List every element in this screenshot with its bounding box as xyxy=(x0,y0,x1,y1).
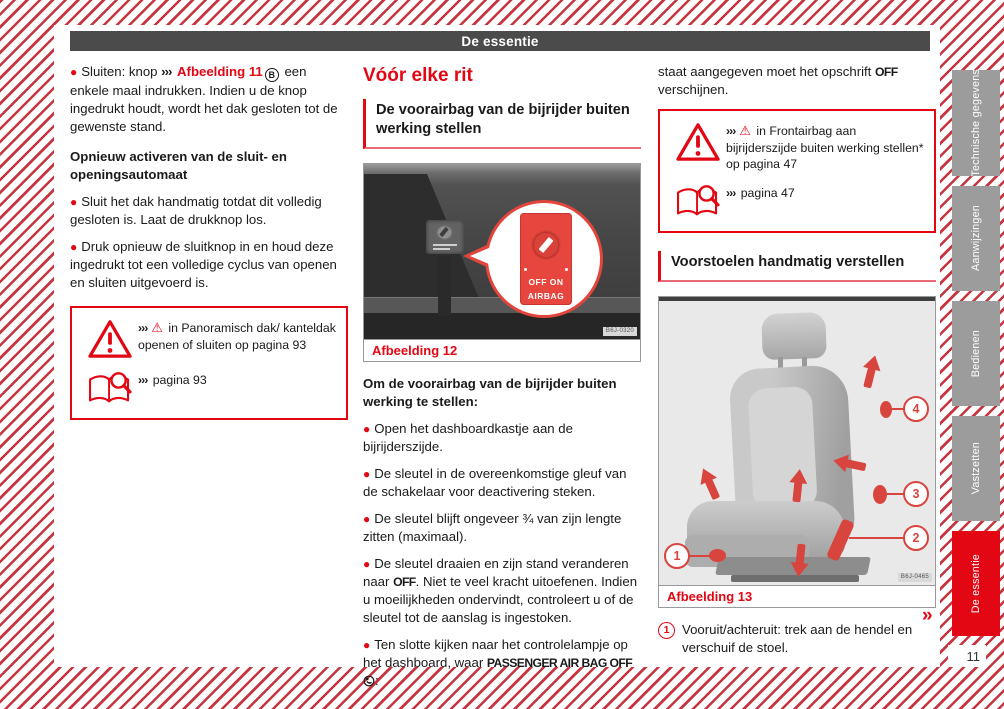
body-text: Ten slotte kijken naar het controlelampje op het dashboard, waar xyxy=(363,637,628,670)
paragraph xyxy=(70,63,348,136)
reference-chevrons: ››› xyxy=(138,321,148,335)
off-label: OFF xyxy=(393,575,416,589)
warning-triangle-icon xyxy=(82,318,138,360)
body-text: De sleutel in de overeenkomstige gleuf van de schakelaar voor deactivering steken. xyxy=(363,466,627,499)
callout-1: 1 xyxy=(664,543,690,569)
warning-box xyxy=(658,109,936,233)
page-reference-link[interactable]: pagina 93 xyxy=(149,373,207,387)
seat-headrest xyxy=(761,311,827,359)
figure-code-label: B6J-0465 xyxy=(898,573,932,582)
book-magnifier-icon xyxy=(82,370,138,408)
bullet-dot: ● xyxy=(363,557,371,571)
paragraph xyxy=(70,193,348,229)
reference-chevrons: ››› xyxy=(161,64,172,79)
body-text: Vooruit/achteruit: trek aan de hendel en verschuif de stoel. xyxy=(682,621,913,655)
continuation-marker: » xyxy=(922,605,933,626)
figure-caption: Afbeelding 13 xyxy=(659,585,935,607)
paragraph xyxy=(363,420,641,456)
photo-edge-shape xyxy=(659,297,935,301)
bullet-dot: ● xyxy=(70,65,78,79)
page-reference-link[interactable]: pagina 47 xyxy=(737,185,795,200)
body-text: : xyxy=(375,673,379,688)
subsection-heading: Om de voorairbag van de bijrijder buiten werking te stellen: xyxy=(363,376,617,409)
adjust-arrow xyxy=(789,542,810,578)
airbag-key-switch xyxy=(426,220,464,254)
body-text: De sleutel blijft ongeveer ¾ van zijn lengte zitten (maximaal). xyxy=(363,511,622,544)
paragraph xyxy=(363,636,641,690)
body-text: Sluiten: knop xyxy=(81,64,162,79)
dashboard-lower-shape xyxy=(364,313,640,339)
cross-reference-link[interactable]: in Panoramisch dak/ kanteldak openen of sluiten op pagina 93 xyxy=(138,321,336,352)
bullet-dot: ● xyxy=(363,512,371,526)
bullet-dot: ● xyxy=(363,467,371,481)
warning-box xyxy=(70,306,348,420)
paragraph xyxy=(363,555,641,627)
paragraph xyxy=(363,510,641,546)
tab-label: Bedienen xyxy=(970,329,982,378)
page-header xyxy=(70,31,930,51)
callout-2: 2 xyxy=(903,525,929,551)
warning-row xyxy=(670,121,924,173)
bullet-dot: ● xyxy=(70,240,78,254)
bullet-dot: ● xyxy=(70,195,78,209)
circled-number-badge: 1 xyxy=(658,622,675,639)
page-title: De essentie xyxy=(461,33,539,49)
figure-13 xyxy=(658,296,936,608)
key-slot-icon xyxy=(531,230,561,260)
warning-text xyxy=(726,121,924,173)
section-heading: De voorairbag van de bijrijder buiten werking stellen xyxy=(363,99,641,149)
reference-chevrons: ››› xyxy=(726,185,736,200)
reference-chevrons: ››› xyxy=(138,373,148,387)
cross-reference-link[interactable]: in Frontairbag aan bijrijderszijde buiten werking stellen* op pagina 47 xyxy=(726,124,924,171)
callout-bubble xyxy=(485,200,603,318)
bullet-dot: ● xyxy=(363,638,371,652)
numbered-item xyxy=(658,621,936,657)
switch-label: OFF ON xyxy=(528,277,564,287)
adjust-arrow xyxy=(858,353,884,390)
body-text: Open het dashboardkastje aan de bijrijderszijde. xyxy=(363,421,573,454)
off-label: OFF xyxy=(875,65,898,79)
figure-code-label: B6J-0320 xyxy=(603,327,637,336)
subsection-heading: Opnieuw activeren van de sluit- en openingsautomaat xyxy=(70,149,287,182)
inline-warning-icon: ⚠ xyxy=(151,320,163,335)
section-heading: Voorstoelen handmatig verstellen xyxy=(658,251,936,282)
body-text: De sleutel draaien en zijn stand veranderen naar xyxy=(363,556,629,589)
body-text: Sluit het dak handmatig totdat dit volledig gesloten is. Laat de drukknop los. xyxy=(70,194,322,227)
column-left xyxy=(70,63,348,420)
column-right xyxy=(658,63,936,657)
body-text: Druk opnieuw de sluitknop in en houd deze ingedrukt tot een volledige cyclus van openen en sluiten uitgevoerd is. xyxy=(70,239,337,290)
warning-text xyxy=(726,183,795,202)
tab-label: De essentie xyxy=(970,553,982,614)
tab-technische-gegevens[interactable] xyxy=(952,70,1000,176)
airbag-indicator-icon xyxy=(363,675,375,687)
height-adjust-knob xyxy=(873,485,887,504)
tab-vastzetten[interactable] xyxy=(952,416,1000,521)
warning-text xyxy=(138,370,207,389)
warning-row xyxy=(82,370,336,408)
tab-de-essentie[interactable] xyxy=(952,531,1000,636)
tab-label: Aanwijzingen xyxy=(970,205,982,272)
bullet-dot: ● xyxy=(363,422,371,436)
reference-chevrons: ››› xyxy=(726,124,736,138)
body-text: . Niet te veel kracht uitoefenen. Indien u moeilijkheden ondervindt, controleert u of de sleutel tot de aanslag is ingestoken. xyxy=(363,574,638,625)
adjust-arrow xyxy=(695,464,725,502)
tab-bedienen[interactable] xyxy=(952,301,1000,406)
callout-3: 3 xyxy=(903,481,929,507)
passenger-airbag-off-label: PASSENGER AIR BAG OFF xyxy=(486,656,633,670)
page-content xyxy=(54,25,940,688)
inline-warning-icon: ⚠ xyxy=(739,123,751,138)
column-middle xyxy=(363,63,641,699)
figure-12-photo xyxy=(364,164,640,339)
body-text: een enkele maal indrukken. Indien u de knop ingedrukt houdt, wordt het dak gesloten tot de gewenste stand. xyxy=(70,64,338,134)
warning-triangle-icon xyxy=(670,121,726,163)
figure-12 xyxy=(363,163,641,362)
slide-handle xyxy=(709,549,726,562)
switch-label: AIRBAG xyxy=(527,291,565,301)
chapter-tab-bar xyxy=(952,0,1000,709)
callout-pointer xyxy=(470,245,496,267)
paragraph xyxy=(70,238,348,292)
page-number: 11 xyxy=(948,645,986,667)
paragraph xyxy=(658,63,936,99)
warning-text xyxy=(138,318,336,353)
figure-reference-link[interactable]: Afbeelding 11 xyxy=(177,64,263,79)
chapter-heading: Vóór elke rit xyxy=(363,65,473,86)
adjust-arrow xyxy=(787,468,808,504)
tab-label: Vastzetten xyxy=(970,442,982,495)
warning-row xyxy=(82,318,336,360)
book-magnifier-icon xyxy=(670,183,726,221)
dashboard-trim-shape xyxy=(438,256,451,316)
paragraph xyxy=(363,465,641,501)
circled-letter-badge: B xyxy=(265,68,279,82)
body-text: staat aangegeven moet het opschrift xyxy=(658,64,876,79)
tab-aanwijzingen[interactable] xyxy=(952,186,1000,291)
figure-13-photo xyxy=(659,297,935,585)
figure-caption: Afbeelding 12 xyxy=(364,339,640,361)
body-text: verschijnen. xyxy=(658,82,729,97)
callout-4: 4 xyxy=(903,396,929,422)
airbag-switch-detail xyxy=(520,213,572,305)
tab-label: Technische gegevens xyxy=(970,69,982,177)
warning-row xyxy=(670,183,924,221)
